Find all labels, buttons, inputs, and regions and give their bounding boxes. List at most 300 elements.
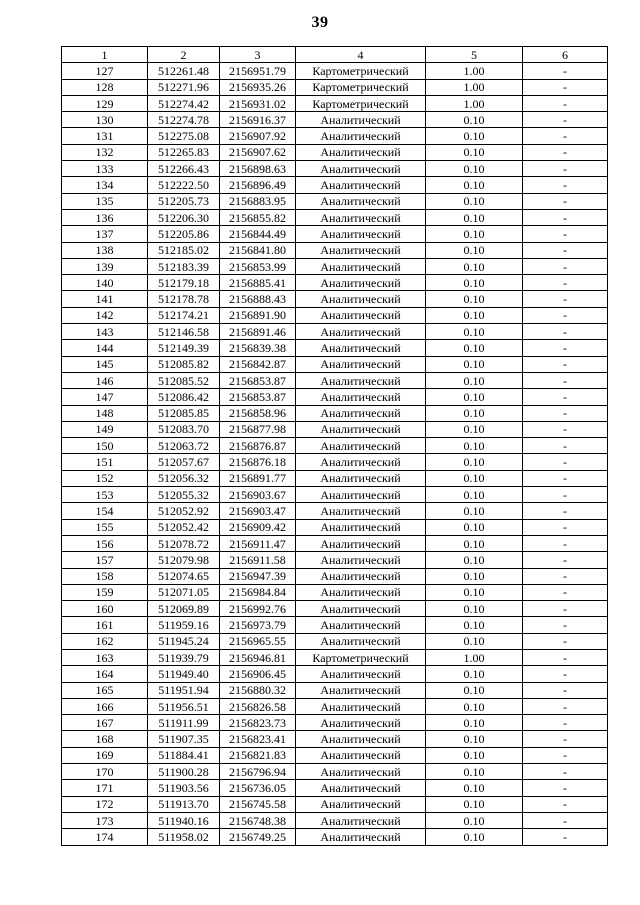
table-row [62, 63, 608, 79]
table-row [62, 747, 608, 763]
table-row [62, 715, 608, 731]
x-coordinate-cell: 512083.70 [148, 421, 220, 437]
description-cell: - [523, 584, 608, 600]
table-row [62, 454, 608, 470]
method-cell: Аналитический [296, 128, 426, 144]
y-coordinate-cell: 2156946.81 [220, 649, 296, 665]
point-number-cell: 145 [62, 356, 148, 372]
point-number-cell: 150 [62, 438, 148, 454]
accuracy-cell: 0.10 [426, 731, 523, 747]
x-coordinate-cell: 512069.89 [148, 601, 220, 617]
point-number-cell: 155 [62, 519, 148, 535]
point-number-cell: 133 [62, 161, 148, 177]
description-cell: - [523, 617, 608, 633]
method-cell: Аналитический [296, 454, 426, 470]
method-cell: Аналитический [296, 747, 426, 763]
table-row [62, 633, 608, 649]
table-row [62, 649, 608, 665]
y-coordinate-cell: 2156911.58 [220, 552, 296, 568]
y-coordinate-cell: 2156891.46 [220, 324, 296, 340]
x-coordinate-cell: 511958.02 [148, 829, 220, 845]
column-header: 1 [62, 47, 148, 63]
description-cell: - [523, 128, 608, 144]
point-number-cell: 164 [62, 666, 148, 682]
x-coordinate-cell: 512222.50 [148, 177, 220, 193]
description-cell: - [523, 780, 608, 796]
point-number-cell: 128 [62, 79, 148, 95]
accuracy-cell: 0.10 [426, 487, 523, 503]
accuracy-cell: 0.10 [426, 470, 523, 486]
y-coordinate-cell: 2156841.80 [220, 242, 296, 258]
y-coordinate-cell: 2156883.95 [220, 193, 296, 209]
x-coordinate-cell: 512179.18 [148, 275, 220, 291]
point-number-cell: 158 [62, 568, 148, 584]
accuracy-cell: 0.10 [426, 209, 523, 225]
y-coordinate-cell: 2156992.76 [220, 601, 296, 617]
point-number-cell: 131 [62, 128, 148, 144]
point-number-cell: 156 [62, 535, 148, 551]
x-coordinate-cell: 511959.16 [148, 617, 220, 633]
y-coordinate-cell: 2156876.18 [220, 454, 296, 470]
x-coordinate-cell: 512052.92 [148, 503, 220, 519]
y-coordinate-cell: 2156916.37 [220, 112, 296, 128]
method-cell: Аналитический [296, 389, 426, 405]
x-coordinate-cell: 512271.96 [148, 79, 220, 95]
description-cell: - [523, 372, 608, 388]
description-cell: - [523, 324, 608, 340]
accuracy-cell: 0.10 [426, 340, 523, 356]
description-cell: - [523, 568, 608, 584]
accuracy-cell: 0.10 [426, 421, 523, 437]
table-row [62, 209, 608, 225]
y-coordinate-cell: 2156947.39 [220, 568, 296, 584]
method-cell: Аналитический [296, 275, 426, 291]
y-coordinate-cell: 2156855.82 [220, 209, 296, 225]
table-row [62, 291, 608, 307]
x-coordinate-cell: 512052.42 [148, 519, 220, 535]
description-cell: - [523, 519, 608, 535]
table-row [62, 519, 608, 535]
point-number-cell: 163 [62, 649, 148, 665]
column-header: 5 [426, 47, 523, 63]
description-cell: - [523, 177, 608, 193]
y-coordinate-cell: 2156877.98 [220, 421, 296, 437]
table-row [62, 796, 608, 812]
x-coordinate-cell: 512149.39 [148, 340, 220, 356]
method-cell: Картометрический [296, 649, 426, 665]
table-row [62, 535, 608, 551]
point-number-cell: 174 [62, 829, 148, 845]
method-cell: Аналитический [296, 324, 426, 340]
x-coordinate-cell: 512178.78 [148, 291, 220, 307]
description-cell: - [523, 715, 608, 731]
y-coordinate-cell: 2156965.55 [220, 633, 296, 649]
x-coordinate-cell: 511913.70 [148, 796, 220, 812]
method-cell: Аналитический [296, 584, 426, 600]
description-cell: - [523, 764, 608, 780]
method-cell: Аналитический [296, 144, 426, 160]
y-coordinate-cell: 2156823.41 [220, 731, 296, 747]
accuracy-cell: 0.10 [426, 747, 523, 763]
description-cell: - [523, 144, 608, 160]
accuracy-cell: 0.10 [426, 161, 523, 177]
x-coordinate-cell: 512146.58 [148, 324, 220, 340]
table-row [62, 568, 608, 584]
description-cell: - [523, 666, 608, 682]
y-coordinate-cell: 2156903.67 [220, 487, 296, 503]
y-coordinate-cell: 2156907.92 [220, 128, 296, 144]
y-coordinate-cell: 2156909.42 [220, 519, 296, 535]
accuracy-cell: 1.00 [426, 95, 523, 111]
x-coordinate-cell: 512055.32 [148, 487, 220, 503]
description-cell: - [523, 79, 608, 95]
accuracy-cell: 0.10 [426, 780, 523, 796]
table-row [62, 193, 608, 209]
accuracy-cell: 0.10 [426, 356, 523, 372]
table-row [62, 601, 608, 617]
description-cell: - [523, 796, 608, 812]
x-coordinate-cell: 512074.65 [148, 568, 220, 584]
accuracy-cell: 0.10 [426, 258, 523, 274]
y-coordinate-cell: 2156826.58 [220, 698, 296, 714]
y-coordinate-cell: 2156911.47 [220, 535, 296, 551]
x-coordinate-cell: 512085.52 [148, 372, 220, 388]
x-coordinate-cell: 512274.42 [148, 95, 220, 111]
method-cell: Аналитический [296, 764, 426, 780]
accuracy-cell: 0.10 [426, 796, 523, 812]
table-row [62, 389, 608, 405]
method-cell: Картометрический [296, 79, 426, 95]
accuracy-cell: 0.10 [426, 128, 523, 144]
accuracy-cell: 0.10 [426, 242, 523, 258]
method-cell: Аналитический [296, 698, 426, 714]
accuracy-cell: 1.00 [426, 649, 523, 665]
x-coordinate-cell: 512266.43 [148, 161, 220, 177]
accuracy-cell: 0.10 [426, 584, 523, 600]
description-cell: - [523, 95, 608, 111]
method-cell: Аналитический [296, 470, 426, 486]
accuracy-cell: 0.10 [426, 535, 523, 551]
point-number-cell: 171 [62, 780, 148, 796]
description-cell: - [523, 470, 608, 486]
accuracy-cell: 0.10 [426, 275, 523, 291]
point-number-cell: 170 [62, 764, 148, 780]
table-row [62, 95, 608, 111]
point-number-cell: 138 [62, 242, 148, 258]
point-number-cell: 146 [62, 372, 148, 388]
description-cell: - [523, 389, 608, 405]
y-coordinate-cell: 2156853.87 [220, 372, 296, 388]
point-number-cell: 168 [62, 731, 148, 747]
x-coordinate-cell: 512071.05 [148, 584, 220, 600]
y-coordinate-cell: 2156907.62 [220, 144, 296, 160]
point-number-cell: 167 [62, 715, 148, 731]
point-number-cell: 149 [62, 421, 148, 437]
x-coordinate-cell: 512174.21 [148, 307, 220, 323]
point-number-cell: 154 [62, 503, 148, 519]
method-cell: Аналитический [296, 291, 426, 307]
description-cell: - [523, 340, 608, 356]
y-coordinate-cell: 2156885.41 [220, 275, 296, 291]
x-coordinate-cell: 512205.73 [148, 193, 220, 209]
x-coordinate-cell: 512206.30 [148, 209, 220, 225]
method-cell: Аналитический [296, 209, 426, 225]
description-cell: - [523, 649, 608, 665]
method-cell: Аналитический [296, 421, 426, 437]
point-number-cell: 151 [62, 454, 148, 470]
y-coordinate-cell: 2156821.83 [220, 747, 296, 763]
y-coordinate-cell: 2156748.38 [220, 812, 296, 828]
description-cell: - [523, 682, 608, 698]
method-cell: Аналитический [296, 340, 426, 356]
x-coordinate-cell: 512057.67 [148, 454, 220, 470]
y-coordinate-cell: 2156823.73 [220, 715, 296, 731]
table-row [62, 307, 608, 323]
method-cell: Аналитический [296, 666, 426, 682]
y-coordinate-cell: 2156839.38 [220, 340, 296, 356]
description-cell: - [523, 356, 608, 372]
x-coordinate-cell: 511900.28 [148, 764, 220, 780]
column-header: 3 [220, 47, 296, 63]
method-cell: Аналитический [296, 731, 426, 747]
table-row [62, 812, 608, 828]
accuracy-cell: 0.10 [426, 389, 523, 405]
x-coordinate-cell: 512275.08 [148, 128, 220, 144]
method-cell: Аналитический [296, 438, 426, 454]
table-row [62, 275, 608, 291]
table-row [62, 487, 608, 503]
description-cell: - [523, 291, 608, 307]
accuracy-cell: 0.10 [426, 715, 523, 731]
table-row [62, 405, 608, 421]
x-coordinate-cell: 511951.94 [148, 682, 220, 698]
x-coordinate-cell: 511903.56 [148, 780, 220, 796]
point-number-cell: 134 [62, 177, 148, 193]
point-number-cell: 140 [62, 275, 148, 291]
y-coordinate-cell: 2156749.25 [220, 829, 296, 845]
y-coordinate-cell: 2156888.43 [220, 291, 296, 307]
x-coordinate-cell: 511884.41 [148, 747, 220, 763]
table-row [62, 340, 608, 356]
point-number-cell: 129 [62, 95, 148, 111]
accuracy-cell: 1.00 [426, 79, 523, 95]
x-coordinate-cell: 512086.42 [148, 389, 220, 405]
y-coordinate-cell: 2156880.32 [220, 682, 296, 698]
y-coordinate-cell: 2156844.49 [220, 226, 296, 242]
x-coordinate-cell: 512056.32 [148, 470, 220, 486]
point-number-cell: 162 [62, 633, 148, 649]
description-cell: - [523, 307, 608, 323]
description-cell: - [523, 731, 608, 747]
description-cell: - [523, 829, 608, 845]
description-cell: - [523, 161, 608, 177]
point-number-cell: 160 [62, 601, 148, 617]
description-cell: - [523, 421, 608, 437]
page-number: 39 [311, 14, 329, 31]
x-coordinate-cell: 512185.02 [148, 242, 220, 258]
accuracy-cell: 0.10 [426, 812, 523, 828]
accuracy-cell: 0.10 [426, 144, 523, 160]
x-coordinate-cell: 511949.40 [148, 666, 220, 682]
x-coordinate-cell: 512205.86 [148, 226, 220, 242]
table-header-row [62, 47, 608, 63]
x-coordinate-cell: 512063.72 [148, 438, 220, 454]
description-cell: - [523, 633, 608, 649]
description-cell: - [523, 63, 608, 79]
accuracy-cell: 0.10 [426, 454, 523, 470]
table-row [62, 503, 608, 519]
method-cell: Аналитический [296, 535, 426, 551]
description-cell: - [523, 454, 608, 470]
point-number-cell: 153 [62, 487, 148, 503]
table-row [62, 780, 608, 796]
description-cell: - [523, 226, 608, 242]
point-number-cell: 130 [62, 112, 148, 128]
accuracy-cell: 0.10 [426, 177, 523, 193]
y-coordinate-cell: 2156935.26 [220, 79, 296, 95]
table-row [62, 161, 608, 177]
column-header: 2 [148, 47, 220, 63]
y-coordinate-cell: 2156745.58 [220, 796, 296, 812]
accuracy-cell: 0.10 [426, 568, 523, 584]
description-cell: - [523, 601, 608, 617]
table-row [62, 112, 608, 128]
accuracy-cell: 0.10 [426, 601, 523, 617]
method-cell: Аналитический [296, 405, 426, 421]
description-cell: - [523, 552, 608, 568]
y-coordinate-cell: 2156984.84 [220, 584, 296, 600]
y-coordinate-cell: 2156891.77 [220, 470, 296, 486]
table-row [62, 438, 608, 454]
table-row [62, 258, 608, 274]
method-cell: Аналитический [296, 503, 426, 519]
point-number-cell: 132 [62, 144, 148, 160]
accuracy-cell: 0.10 [426, 552, 523, 568]
point-number-cell: 172 [62, 796, 148, 812]
column-header: 4 [296, 47, 426, 63]
accuracy-cell: 0.10 [426, 438, 523, 454]
x-coordinate-cell: 511945.24 [148, 633, 220, 649]
table-row [62, 144, 608, 160]
x-coordinate-cell: 512078.72 [148, 535, 220, 551]
x-coordinate-cell: 511911.99 [148, 715, 220, 731]
accuracy-cell: 0.10 [426, 519, 523, 535]
table-row [62, 552, 608, 568]
accuracy-cell: 0.10 [426, 193, 523, 209]
x-coordinate-cell: 511939.79 [148, 649, 220, 665]
y-coordinate-cell: 2156903.47 [220, 503, 296, 519]
table-body [62, 63, 608, 845]
coordinates-table [61, 46, 608, 846]
table-row [62, 666, 608, 682]
table-row [62, 128, 608, 144]
point-number-cell: 169 [62, 747, 148, 763]
accuracy-cell: 0.10 [426, 682, 523, 698]
table-row [62, 698, 608, 714]
description-cell: - [523, 209, 608, 225]
description-cell: - [523, 242, 608, 258]
method-cell: Аналитический [296, 372, 426, 388]
x-coordinate-cell: 512079.98 [148, 552, 220, 568]
table-row [62, 617, 608, 633]
description-cell: - [523, 112, 608, 128]
description-cell: - [523, 258, 608, 274]
method-cell: Аналитический [296, 356, 426, 372]
method-cell: Аналитический [296, 829, 426, 845]
method-cell: Аналитический [296, 812, 426, 828]
accuracy-cell: 0.10 [426, 405, 523, 421]
accuracy-cell: 0.10 [426, 372, 523, 388]
accuracy-cell: 0.10 [426, 291, 523, 307]
table-row [62, 731, 608, 747]
accuracy-cell: 0.10 [426, 698, 523, 714]
y-coordinate-cell: 2156796.94 [220, 764, 296, 780]
method-cell: Аналитический [296, 633, 426, 649]
x-coordinate-cell: 512265.83 [148, 144, 220, 160]
method-cell: Аналитический [296, 242, 426, 258]
table-row [62, 682, 608, 698]
method-cell: Аналитический [296, 193, 426, 209]
method-cell: Аналитический [296, 715, 426, 731]
accuracy-cell: 0.10 [426, 324, 523, 340]
column-header: 6 [523, 47, 608, 63]
point-number-cell: 157 [62, 552, 148, 568]
table-row [62, 372, 608, 388]
description-cell: - [523, 487, 608, 503]
description-cell: - [523, 747, 608, 763]
method-cell: Аналитический [296, 112, 426, 128]
accuracy-cell: 0.10 [426, 226, 523, 242]
table-row [62, 764, 608, 780]
description-cell: - [523, 275, 608, 291]
x-coordinate-cell: 512085.85 [148, 405, 220, 421]
point-number-cell: 141 [62, 291, 148, 307]
table-row [62, 584, 608, 600]
table-row [62, 324, 608, 340]
accuracy-cell: 0.10 [426, 829, 523, 845]
accuracy-cell: 0.10 [426, 307, 523, 323]
table-row [62, 470, 608, 486]
x-coordinate-cell: 512183.39 [148, 258, 220, 274]
point-number-cell: 127 [62, 63, 148, 79]
x-coordinate-cell: 511956.51 [148, 698, 220, 714]
method-cell: Аналитический [296, 161, 426, 177]
method-cell: Картометрический [296, 95, 426, 111]
x-coordinate-cell: 512085.82 [148, 356, 220, 372]
description-cell: - [523, 698, 608, 714]
y-coordinate-cell: 2156898.63 [220, 161, 296, 177]
description-cell: - [523, 405, 608, 421]
point-number-cell: 165 [62, 682, 148, 698]
x-coordinate-cell: 512274.78 [148, 112, 220, 128]
point-number-cell: 147 [62, 389, 148, 405]
method-cell: Аналитический [296, 682, 426, 698]
accuracy-cell: 1.00 [426, 63, 523, 79]
description-cell: - [523, 438, 608, 454]
point-number-cell: 144 [62, 340, 148, 356]
point-number-cell: 166 [62, 698, 148, 714]
accuracy-cell: 0.10 [426, 666, 523, 682]
method-cell: Аналитический [296, 568, 426, 584]
y-coordinate-cell: 2156853.99 [220, 258, 296, 274]
description-cell: - [523, 193, 608, 209]
table-row [62, 226, 608, 242]
point-number-cell: 136 [62, 209, 148, 225]
y-coordinate-cell: 2156853.87 [220, 389, 296, 405]
y-coordinate-cell: 2156842.87 [220, 356, 296, 372]
y-coordinate-cell: 2156951.79 [220, 63, 296, 79]
point-number-cell: 142 [62, 307, 148, 323]
